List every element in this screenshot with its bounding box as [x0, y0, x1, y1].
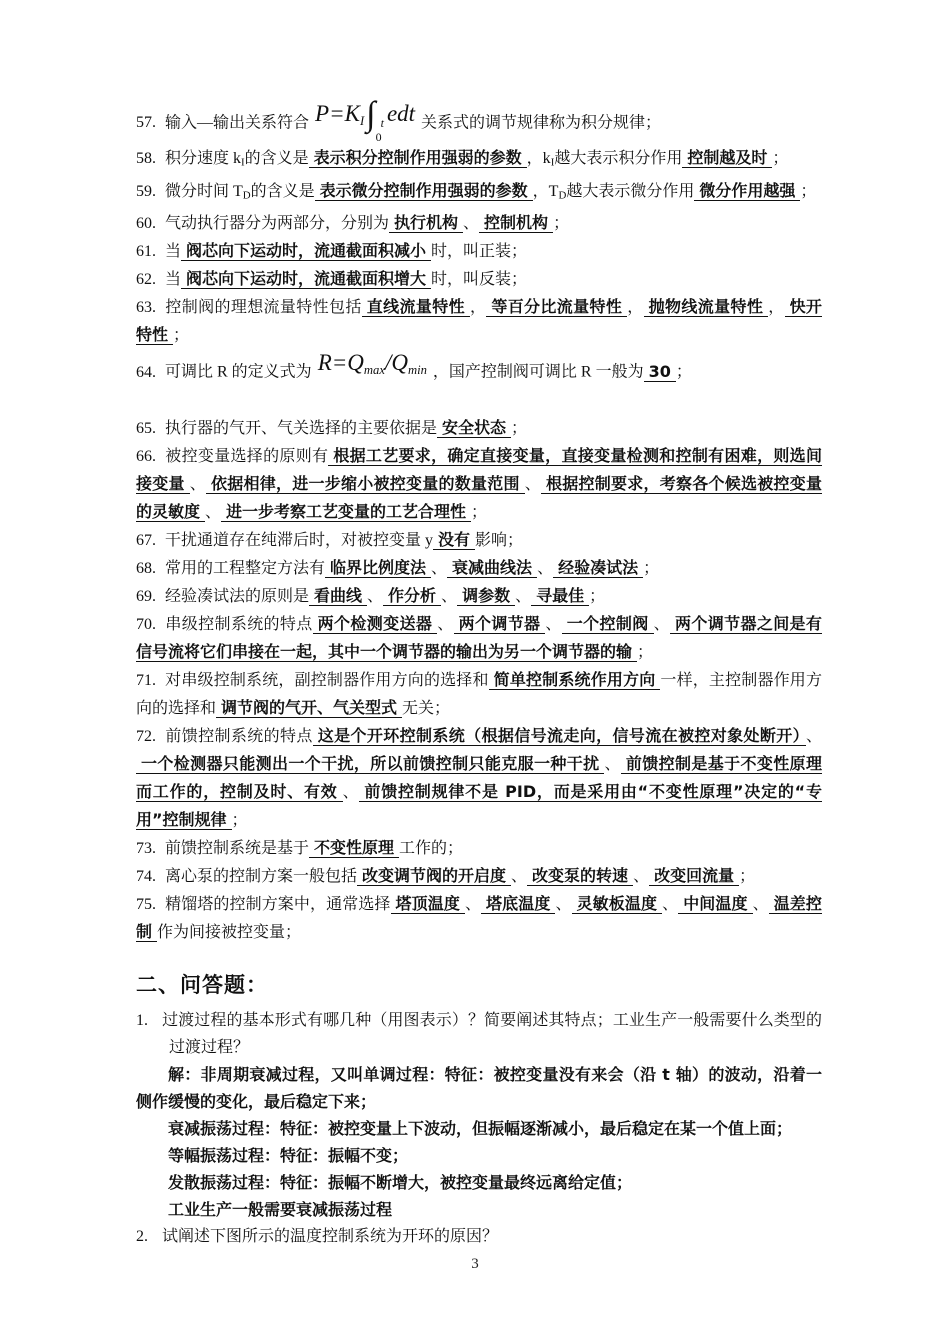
text-run: 积分速度 k [165, 150, 242, 168]
answer-blank: 两个调节器之间是有信号流将它们串接在一起，其中一个调节器的输出为另一个调节器的输 [136, 613, 822, 661]
fill-item-58 [136, 144, 822, 176]
answer-blank: 没有 [433, 530, 475, 550]
text-run: 关系式的调节规律称为积分规律； [421, 114, 662, 132]
formula-text: /Q [384, 350, 408, 376]
fill-item-69 [136, 582, 822, 610]
item-number: 75. [136, 895, 156, 913]
fill-item-65 [136, 414, 822, 442]
text-run: 无关； [402, 699, 451, 717]
text-run: 、 [464, 895, 482, 913]
text-run: 常用的工程整定方法有 [165, 559, 326, 577]
fill-in-section [136, 95, 822, 946]
fill-item-72 [136, 722, 822, 834]
formula-text: edt [386, 101, 416, 126]
question-number: 2. [136, 1227, 148, 1245]
answer-blank: 快开特性 [136, 297, 822, 345]
answer-blank: 塔底温度 [481, 894, 555, 914]
answer-paragraph: 解：非周期衰减过程，又叫单调过程：特征：被控变量没有来会（沿 t 轴）的波动，沿着一侧作缓慢的变化，最后稳定下来； [136, 1064, 822, 1111]
text-run: 控制阀的理想流量特性包括 [165, 299, 362, 317]
answer-blank: 阀芯向下运动时，流通截面积增大 [181, 269, 431, 289]
text-run: 、 [633, 867, 650, 885]
text-run: 时，叫反装； [431, 271, 528, 289]
text-run: ， [768, 299, 785, 317]
answer-blank: 两个检测变送器 [313, 614, 438, 634]
answer-paragraph: 发散振荡过程：特征：振幅不断增大，被控变量最终远离给定值； [168, 1172, 633, 1192]
answer-paragraph: 等幅振荡过程：特征：振幅不变； [168, 1145, 409, 1165]
answer-blank: 温差控制 [136, 893, 822, 941]
fill-item-57 [136, 95, 822, 144]
math-formula [309, 95, 421, 144]
page-number: 3 [471, 1256, 479, 1272]
answer-blank: 改变回流量 [649, 866, 739, 886]
answer-blank: 前馈控制是基于不变性原理而工作的，控制及时、有效 [136, 753, 822, 801]
item-number: 71. [136, 671, 156, 689]
answer-blank: 调参数 [457, 586, 515, 606]
answer-blank: 表示微分控制作用强弱的参数 [315, 181, 533, 201]
text-run: 、 [752, 895, 769, 913]
answer-blank: 不变性原理 [309, 838, 399, 858]
answer-blank: 塔顶温度 [391, 894, 465, 914]
answer-blank: 灵敏板温度 [572, 894, 663, 914]
subscript-text: D [242, 189, 251, 202]
text-run: 、 [515, 587, 532, 605]
text-run: 越大表示微分作用 [566, 182, 695, 200]
item-number: 63. [136, 299, 156, 317]
text-run: 、 [189, 475, 206, 493]
answer-blank: 阀芯向下运动时，流通截面积减小 [181, 241, 431, 261]
fill-item-68 [136, 554, 822, 582]
text-run: 、 [437, 615, 454, 633]
text-run: 工作的； [399, 839, 464, 857]
answer-blank: 等百分比流量特性 [486, 297, 627, 317]
item-number: 58. [136, 150, 156, 168]
integral-limits [376, 117, 384, 144]
formula-subscript: max [363, 363, 385, 378]
item-number: 60. [136, 215, 156, 233]
answer-blank: 临界比例度法 [325, 558, 431, 578]
item-number: 74. [136, 867, 156, 885]
fill-item-71 [136, 666, 822, 722]
item-number: 62. [136, 271, 156, 289]
answer-blank: 一个检测器只能测出一个干扰，所以前馈控制只能克服一种干扰 [136, 754, 604, 774]
text-run: 对串级控制系统，副控制器作用方向的选择和 [165, 671, 489, 689]
text-run: 可调比 R 的定义式为 [165, 363, 312, 381]
fill-item-75 [136, 890, 822, 946]
answer-blank: 根据工艺要求，确定直接变量，直接变量检测和控制有困难，则选间接变量 [136, 445, 822, 493]
text-run: 、 [511, 867, 528, 885]
item-number: 64. [136, 363, 156, 381]
item-number: 73. [136, 839, 156, 857]
item-number: 61. [136, 243, 156, 261]
answer-blank: 改变泵的转速 [527, 866, 633, 886]
text-run: ； [643, 559, 660, 577]
math-formula [312, 350, 433, 378]
text-run: 当 [165, 271, 182, 289]
answer-blank: 微分作用越强 [694, 181, 800, 201]
text-run: 、 [653, 615, 670, 633]
text-run: 、 [431, 559, 448, 577]
item-number: 68. [136, 559, 156, 577]
text-run: 、 [604, 755, 621, 773]
answer-blank: 执行机构 [389, 213, 463, 233]
text-run: ； [637, 643, 654, 661]
answer-blank: 两个调节器 [454, 614, 546, 634]
answer-blank: 中间温度 [678, 894, 752, 914]
item-number: 69. [136, 587, 156, 605]
text-run: ，T [532, 182, 559, 200]
text-run: 离心泵的控制方案一般包括 [165, 867, 358, 885]
text-run: 越大表示积分作用 [554, 150, 683, 168]
text-run: 影响； [475, 531, 524, 549]
qa-section [136, 1007, 822, 1250]
text-run: ； [675, 363, 692, 381]
text-run: ， [469, 299, 487, 317]
fill-item-60 [136, 209, 822, 237]
text-run: 当 [165, 243, 182, 261]
text-run: 的含义是 [244, 150, 309, 168]
fill-item-61 [136, 237, 822, 265]
text-run: 前馈控制系统是基于 [165, 839, 310, 857]
answer-blank: 依据相律，进一步缩小被控变量的数量范围 [206, 474, 525, 494]
text-run: 微分时间 T [165, 182, 243, 200]
integral-lower-limit: 0 [375, 129, 382, 144]
text-run: 作为间接被控变量； [157, 923, 302, 941]
section-heading: 二、问答题： [136, 972, 268, 997]
text-run: ，k [526, 150, 551, 168]
text-run: 一样，主控制器作用方向的选择和 [136, 671, 822, 717]
text-run: 、 [805, 727, 822, 745]
text-run: 、 [342, 783, 360, 801]
text-run: 精馏塔的控制方案中，通常选择 [165, 895, 391, 913]
answer-blank: 看曲线 [309, 586, 367, 606]
item-number: 67. [136, 531, 156, 549]
subscript-text: D [558, 189, 567, 202]
text-run: 、 [537, 559, 554, 577]
fill-item-63 [136, 293, 822, 349]
text-run: ； [800, 182, 817, 200]
text-run: 气动执行器分为两部分，分别为 [165, 215, 390, 233]
answer-blank: 前馈控制规律不是 PID，而是采用由“不变性原理”决定的“专用”控制规律 [136, 781, 822, 829]
answer-blank: 经验凑试法 [553, 558, 643, 578]
answer-blank: 抛物线流量特性 [644, 297, 769, 317]
text-run: 经验凑试法的原则是 [165, 587, 310, 605]
formula-subscript: I [359, 114, 365, 129]
question-body: 过渡过程的基本形式有哪几种（用图表示）？简要阐述其特点；工业生产一般需要什么类型的过渡过程？ [162, 1011, 822, 1056]
question-text [136, 1223, 822, 1250]
answer-blank: 控制机构 [479, 213, 553, 233]
item-number: 72. [136, 727, 156, 745]
integral-icon: ∫ [366, 95, 376, 134]
answer-blank: 安全状态 [437, 418, 511, 438]
text-run: ； [772, 150, 789, 168]
answer-paragraph: 工业生产一般需要衰减振荡过程 [168, 1199, 393, 1219]
text-run: 的含义是 [250, 182, 315, 200]
question-number: 1. [136, 1011, 148, 1029]
fill-item-66 [136, 442, 822, 526]
integral-upper-limit: t [380, 115, 384, 130]
formula-subscript: min [407, 363, 427, 378]
text-run: 、 [662, 895, 679, 913]
fill-item-67 [136, 526, 822, 554]
answer-blank: 衰减曲线法 [447, 558, 537, 578]
answer-blank: 一个控制阀 [562, 614, 654, 634]
qa-question-1 [136, 1007, 822, 1223]
answer-blank: 进一步考察工艺变量的工艺合理性 [221, 502, 471, 522]
text-run: 串级控制系统的特点 [165, 615, 313, 633]
text-run: 、 [205, 503, 222, 521]
formula-text: R=Q [317, 350, 364, 376]
text-run: ； [231, 811, 248, 829]
item-number: 66. [136, 447, 156, 465]
formula-text: P=K [315, 101, 360, 126]
item-number: 59. [136, 182, 156, 200]
answer-blank: 直线流量特性 [362, 297, 470, 317]
text-run: 、 [545, 615, 562, 633]
text-run: ； [173, 327, 190, 345]
text-run: ； [739, 867, 756, 885]
text-run: ，国产控制阀可调比 R 一般为 [432, 363, 644, 381]
subscript-text: I [550, 156, 555, 169]
answer-blank: 简单控制系统作用方向 [489, 670, 661, 690]
fill-item-74 [136, 862, 822, 890]
answer-blank: 这是个开环控制系统（根据信号流走向，信号流在被控对象处断开） [313, 726, 806, 746]
text-run: 、 [524, 475, 541, 493]
text-run: 、 [555, 895, 572, 913]
fill-item-62 [136, 265, 822, 293]
item-number: 65. [136, 419, 156, 437]
text-run: 干扰通道存在纯滞后时，对被控变量 y [165, 531, 434, 549]
text-run: 执行器的气开、气关选择的主要依据是 [165, 419, 438, 437]
answer-blank: 控制越及时 [682, 148, 772, 168]
text-run: 、 [367, 587, 384, 605]
answer-blank: 根据控制要求，考察各个候选被控变量的灵敏度 [136, 473, 822, 521]
text-run: ； [471, 503, 488, 521]
text-run: 前馈控制系统的特点 [165, 727, 313, 745]
text-run: 时，叫正装； [431, 243, 528, 261]
fill-item-73 [136, 834, 822, 862]
answer-blank: 表示积分控制作用强弱的参数 [309, 148, 527, 168]
fill-item-59 [136, 177, 822, 209]
answer-blank: 30 [644, 362, 676, 382]
qa-question-2 [136, 1223, 822, 1250]
text-run: 输入—输出关系符合 [165, 114, 310, 132]
text-run: 被控变量选择的原则有 [165, 447, 329, 465]
text-run: ； [589, 587, 606, 605]
fill-item-64 [136, 349, 822, 385]
fill-item-70 [136, 610, 822, 666]
question-text [136, 1007, 822, 1061]
question-body: 试阐述下图所示的温度控制系统为开环的原因？ [162, 1227, 499, 1245]
answer-blank: 调节阀的气开、气关型式 [216, 698, 402, 718]
text-run: 、 [441, 587, 458, 605]
item-number: 70. [136, 615, 156, 633]
item-number: 57. [136, 114, 156, 132]
text-run: ， [627, 299, 644, 317]
answer-blank: 作分析 [383, 586, 441, 606]
text-run: ； [553, 215, 570, 233]
subscript-text: I [241, 156, 245, 169]
text-run: 、 [463, 215, 480, 233]
answer-paragraph: 衰减振荡过程：特征：被控变量上下波动，但振幅逐渐减小，最后稳定在某一个值上面； [168, 1118, 793, 1138]
answer-blank: 改变调节阀的开启度 [357, 866, 511, 886]
answer-blank: 寻最佳 [531, 586, 589, 606]
text-run: ； [511, 419, 528, 437]
